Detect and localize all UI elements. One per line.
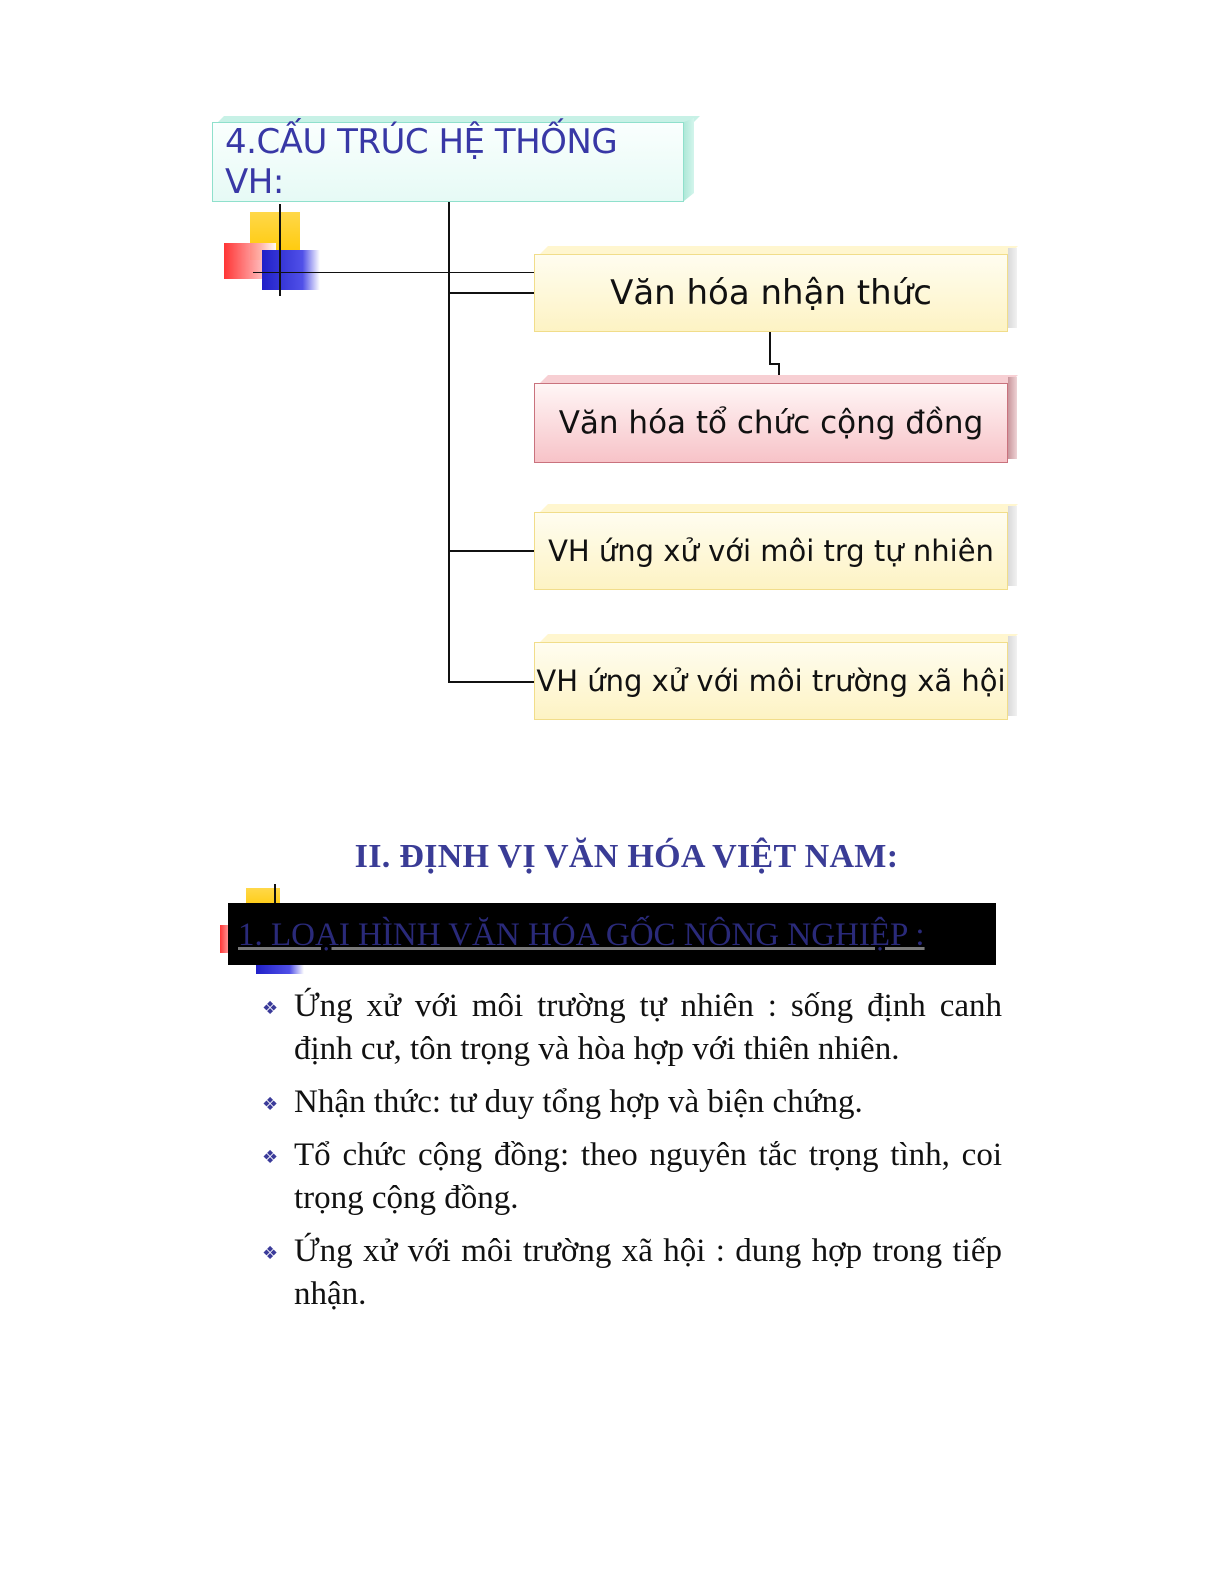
title-box-side-face [684,118,694,201]
connector-branch-4 [448,681,534,683]
box-1-top-face [540,246,1018,254]
list-item [262,1230,1002,1316]
diamond-bullet-icon: ❖ [262,1147,279,1168]
box-2-side-face [1008,377,1017,459]
box-4-side-face [1008,636,1017,716]
box-label: VH ứng xử với môi trg tự nhiên [548,534,994,568]
box-1-side-face [1008,248,1017,328]
bullet-list [262,985,1002,1326]
connector-branch-1 [448,292,534,294]
diamond-bullet-icon: ❖ [262,998,279,1019]
bullet-text: Tổ chức cộng đồng: theo nguyên tắc trọng tình, coi trọng cộng đồng. [294,1137,1002,1216]
connector-branch-3 [448,550,534,552]
bullet-text: Ứng xử với môi trường tự nhiên : sống định canh định cư, tôn trọng và hòa hợp với thiên nhiên. [294,988,1002,1067]
box-3-side-face [1008,506,1017,586]
list-item [262,1081,1002,1124]
list-item [262,1134,1002,1220]
list-item [262,985,1002,1071]
structure-box-cognitive [534,254,1008,332]
connector-elbow-vertical-b [778,363,780,375]
box-4-top-face [540,634,1018,642]
box-label: Văn hóa tổ chức cộng đồng [558,405,984,441]
structure-box-social-env [534,642,1008,720]
box-label: Văn hóa nhận thức [610,273,932,313]
diagram-title-text: 4.CẤU TRÚC HỆ THỐNG VH: [225,122,618,202]
connector-elbow-vertical-a [769,332,771,364]
bullet-text: Nhận thức: tư duy tổng hợp và biện chứng. [294,1084,863,1120]
diamond-bullet-icon: ❖ [262,1243,279,1264]
diagram-title [212,122,684,202]
diamond-bullet-icon: ❖ [262,1094,279,1115]
box-2-top-face [540,375,1018,383]
box-3-top-face [540,504,1018,512]
decor-horizontal-line [253,272,534,273]
bullet-text: Ứng xử với môi trường xã hội : dung hợp trong tiếp nhận. [294,1233,1002,1312]
decor-vertical-line [279,204,281,296]
decor-blue-square [262,250,320,290]
structure-box-community [534,383,1008,463]
section-heading: II. ĐỊNH VỊ VĂN HÓA VIỆT NAM: [354,838,899,875]
structure-box-natural-env [534,512,1008,590]
box-label: VH ứng xử với môi trường xã hội [536,664,1006,698]
connector-trunk [448,202,450,683]
subheading: 1. LOẠI HÌNH VĂN HÓA GỐC NÔNG NGHIỆP : [238,917,925,953]
